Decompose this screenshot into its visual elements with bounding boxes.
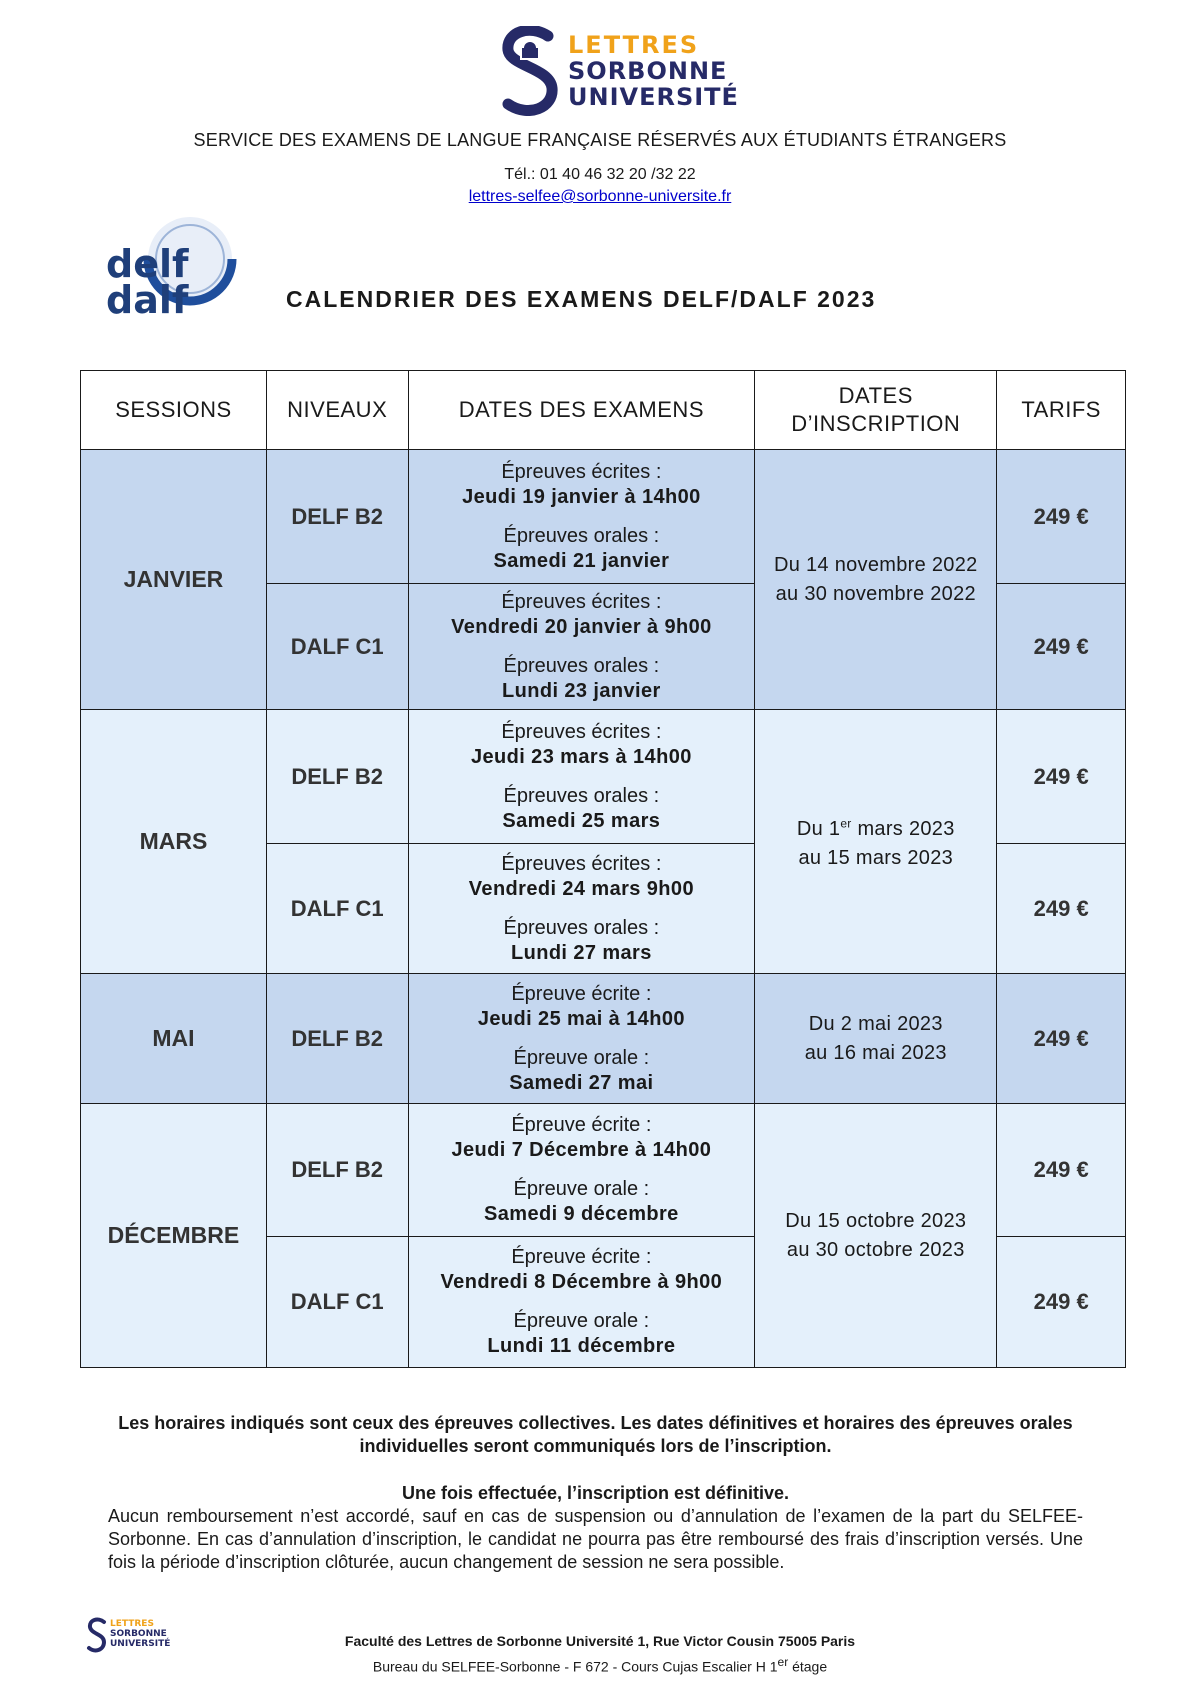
- dates-mars-b2: [408, 710, 755, 844]
- table-row: [81, 1104, 1126, 1237]
- oral-label: Épreuves orales :: [503, 916, 660, 939]
- ecrit-date: Vendredi 20 janvier à 9h00: [451, 615, 712, 638]
- logo-line-sorbonne: SORBONNE: [568, 57, 728, 85]
- header-sessions: SESSIONS: [81, 371, 267, 450]
- ecrit-label: Épreuves écrites :: [501, 852, 662, 875]
- telephone: Tél.: 01 40 46 32 20 /32 22: [504, 166, 696, 183]
- ecrit-label: Épreuves écrites :: [501, 590, 662, 613]
- niveau-decembre-b2: DELF B2: [266, 1104, 408, 1237]
- tarif-janvier-b2: 249 €: [997, 450, 1126, 584]
- inscription-end: au 16 mai 2023: [804, 1041, 947, 1064]
- footer-bureau: Bureau du SELFEE-Sorbonne - F 672 - Cours Cujas Escalier H 1er étage: [372, 1655, 828, 1675]
- oral-label: Épreuve orale :: [513, 1310, 650, 1332]
- tarif-mars-b2: 249 €: [997, 710, 1126, 844]
- email-link[interactable]: lettres-selfee@sorbonne-universite.fr: [468, 188, 732, 205]
- inscription-end: au 30 novembre 2022: [775, 582, 976, 605]
- header-tarifs: TARIFS: [997, 371, 1126, 450]
- inscription-mars: [755, 710, 997, 974]
- delf-dalf-logo: [104, 213, 244, 333]
- dates-mars-c1: [408, 844, 755, 974]
- footer-address: Faculté des Lettres de Sorbonne Université 1, Rue Victor Cousin 75005 Paris: [344, 1633, 856, 1649]
- oral-date: Lundi 11 décembre: [487, 1335, 676, 1357]
- session-janvier: JANVIER: [81, 450, 267, 710]
- inscription-start: Du 2 mai 2023: [808, 1012, 943, 1035]
- oral-date: Samedi 21 janvier: [493, 549, 670, 572]
- oral-date: Lundi 27 mars: [510, 941, 652, 964]
- dates-janvier-b2: [408, 450, 755, 584]
- oral-label: Épreuves orales :: [503, 784, 660, 807]
- dates-decembre-b2: [408, 1104, 755, 1237]
- logo-line-lettres: LETTRES: [568, 31, 700, 59]
- note-remboursement: Aucun remboursement n’est accordé, sauf en cas de suspension ou d’annulation de l’examen de la part du SELFEE-Sorbonne. En cas d’annulation d’inscription, le candidat ne pourra pas être remboursé des frais d’inscription versés. Une fois la période d’inscription clôturée, aucun changement de session ne sera possible.: [108, 1506, 1083, 1572]
- ecrit-date: Vendredi 24 mars 9h00: [468, 877, 694, 900]
- ecrit-label: Épreuves écrites :: [501, 720, 662, 743]
- ecrit-date: Jeudi 19 janvier à 14h00: [462, 485, 701, 508]
- email-line: [0, 188, 1200, 206]
- inscription-janvier: [755, 450, 997, 710]
- niveau-decembre-c1: DALF C1: [266, 1237, 408, 1368]
- delf-word: delf: [106, 242, 189, 286]
- dates-decembre-c1: [408, 1237, 755, 1368]
- oral-date: Samedi 25 mars: [502, 809, 661, 832]
- oral-date: Lundi 23 janvier: [502, 679, 661, 702]
- oral-date: Samedi 9 décembre: [484, 1203, 679, 1225]
- oral-label: Épreuves orales :: [503, 524, 660, 547]
- header-dates-inscription: [755, 371, 997, 450]
- footer-logo-line1: LETTRES: [110, 1619, 154, 1629]
- ecrit-label: Épreuve écrite :: [511, 1114, 652, 1136]
- dalf-word: dalf: [106, 278, 189, 322]
- inscription-mai: [755, 974, 997, 1104]
- ecrit-date: Jeudi 23 mars à 14h00: [470, 745, 692, 768]
- oral-date: Samedi 27 mai: [509, 1071, 654, 1094]
- page-title: CALENDRIER DES EXAMENS DELF/DALF 2023: [286, 286, 877, 312]
- oral-label: Épreuve orale :: [513, 1178, 650, 1200]
- tarif-mai-b2: 249 €: [997, 974, 1126, 1104]
- niveau-mai-b2: DELF B2: [266, 974, 408, 1104]
- inscription-start: Du 1er mars 2023: [796, 816, 955, 841]
- tarif-decembre-c1: 249 €: [997, 1237, 1126, 1368]
- tarif-decembre-b2: 249 €: [997, 1104, 1126, 1237]
- footer-logo-line2: SORBONNE: [110, 1629, 167, 1639]
- ecrit-label: Épreuve écrite :: [511, 982, 652, 1005]
- ecrit-label: Épreuves écrites :: [501, 460, 662, 483]
- header-dates-inscription-line2: D’INSCRIPTION: [791, 411, 961, 436]
- ecrit-date: Jeudi 25 mai à 14h00: [477, 1007, 685, 1030]
- exam-calendar-table: [80, 370, 1126, 1368]
- oral-label: Épreuve orale :: [513, 1046, 650, 1069]
- table-row: [81, 974, 1126, 1104]
- niveau-mars-c1: DALF C1: [266, 844, 408, 974]
- session-mars: MARS: [81, 710, 267, 974]
- table-row: [81, 450, 1126, 584]
- session-decembre: DÉCEMBRE: [81, 1104, 267, 1368]
- inscription-start: Du 14 novembre 2022: [773, 553, 978, 576]
- ecrit-label: Épreuve écrite :: [511, 1246, 652, 1268]
- logo-line-universite: UNIVERSITÉ: [568, 83, 739, 111]
- tarif-mars-c1: 249 €: [997, 844, 1126, 974]
- niveau-mars-b2: DELF B2: [266, 710, 408, 844]
- session-mai: MAI: [81, 974, 267, 1104]
- inscription-end: au 30 octobre 2023: [786, 1238, 965, 1261]
- table-header-row: [81, 371, 1126, 450]
- tarif-janvier-c1: 249 €: [997, 584, 1126, 710]
- dates-mai-b2: [408, 974, 755, 1104]
- note-horaires: Les horaires indiqués sont ceux des épreuves collectives. Les dates définitives et horaires des épreuves orales individuelles seront communiqués lors de l’inscription.: [118, 1413, 1073, 1456]
- service-title: SERVICE DES EXAMENS DE LANGUE FRANÇAISE RÉSERVÉS AUX ÉTUDIANTS ÉTRANGERS: [193, 130, 1007, 150]
- header-dates-inscription-line1: DATES: [838, 383, 913, 408]
- oral-label: Épreuves orales :: [503, 654, 660, 677]
- sorbonne-logo: [500, 26, 739, 116]
- footer-logo-line3: UNIVERSITÉ: [110, 1639, 171, 1649]
- header-dates-examens: DATES DES EXAMENS: [408, 371, 755, 450]
- inscription-start: Du 15 octobre 2023: [785, 1209, 967, 1232]
- dates-janvier-c1: [408, 584, 755, 710]
- ecrit-date: Jeudi 7 Décembre à 14h00: [451, 1139, 712, 1161]
- inscription-decembre: [755, 1104, 997, 1368]
- sorbonne-s-icon: [500, 26, 560, 116]
- header-niveaux: NIVEAUX: [266, 371, 408, 450]
- inscription-end: au 15 mars 2023: [798, 847, 954, 870]
- niveau-janvier-c1: DALF C1: [266, 584, 408, 710]
- niveau-janvier-b2: DELF B2: [266, 450, 408, 584]
- note-definitive: Une fois effectuée, l’inscription est définitive.: [401, 1483, 790, 1503]
- ecrit-date: Vendredi 8 Décembre à 9h00: [440, 1271, 723, 1293]
- table-row: [81, 710, 1126, 844]
